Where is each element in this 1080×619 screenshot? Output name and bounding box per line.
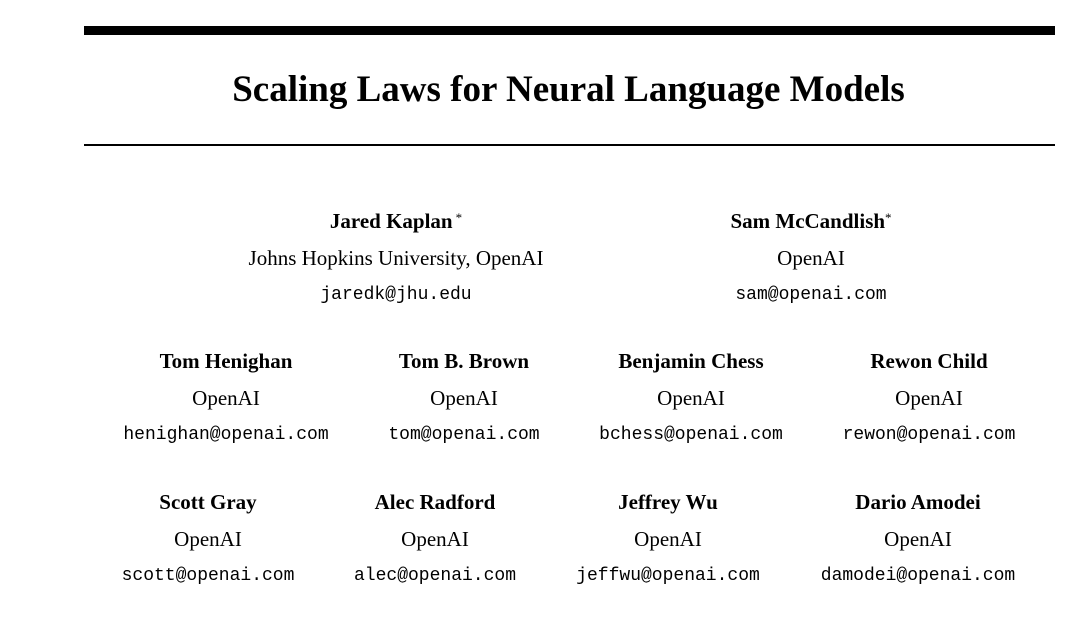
author-block <box>123 349 328 446</box>
author-name: Dario Amodei <box>855 490 981 514</box>
author-email: sam@openai.com <box>735 285 887 305</box>
author-block <box>843 349 1016 446</box>
author-affiliation: OpenAI <box>657 386 725 410</box>
author-email: jeffwu@openai.com <box>576 566 760 586</box>
author-block <box>599 349 783 446</box>
author-affiliation: Johns Hopkins University, OpenAI <box>248 246 544 270</box>
author-name: Jared Kaplan * <box>329 209 463 233</box>
equal-contribution-mark: * <box>455 210 463 225</box>
author-block <box>388 349 539 446</box>
author-email: damodei@openai.com <box>820 566 1016 586</box>
author-affiliation: OpenAI <box>895 386 963 410</box>
author-block <box>122 490 295 587</box>
author-name: Benjamin Chess <box>618 349 764 373</box>
author-affiliation: OpenAI <box>430 386 498 410</box>
author-email: jaredk@jhu.edu <box>320 285 472 305</box>
author-name: Tom B. Brown <box>398 349 530 373</box>
author-block <box>354 490 516 587</box>
author-affiliation: OpenAI <box>174 527 242 551</box>
equal-contribution-mark: * <box>885 210 892 225</box>
author-block <box>576 490 760 587</box>
title-rule-top <box>84 26 1055 35</box>
author-email: tom@openai.com <box>388 425 540 445</box>
author-affiliation: OpenAI <box>634 527 702 551</box>
author-name: Alec Radford <box>374 490 496 514</box>
author-affiliation: OpenAI <box>777 246 845 270</box>
author-email: rewon@openai.com <box>842 425 1016 445</box>
title-rule-bottom <box>84 144 1055 146</box>
author-name: Rewon Child <box>870 349 988 373</box>
author-affiliation: OpenAI <box>192 386 260 410</box>
author-block <box>249 209 544 306</box>
paper-title: Scaling Laws for Neural Language Models <box>232 69 905 110</box>
author-block <box>821 490 1015 587</box>
author-email: bchess@openai.com <box>599 425 783 445</box>
author-name: Sam McCandlish* <box>730 209 892 233</box>
author-name: Scott Gray <box>159 490 257 514</box>
author-email: henighan@openai.com <box>123 425 329 445</box>
author-name: Jeffrey Wu <box>618 490 718 514</box>
author-block <box>730 209 891 306</box>
author-name: Tom Henighan <box>159 349 293 373</box>
author-email: scott@openai.com <box>121 566 295 586</box>
author-affiliation: OpenAI <box>884 527 952 551</box>
author-email: alec@openai.com <box>353 566 517 586</box>
author-affiliation: OpenAI <box>401 527 469 551</box>
